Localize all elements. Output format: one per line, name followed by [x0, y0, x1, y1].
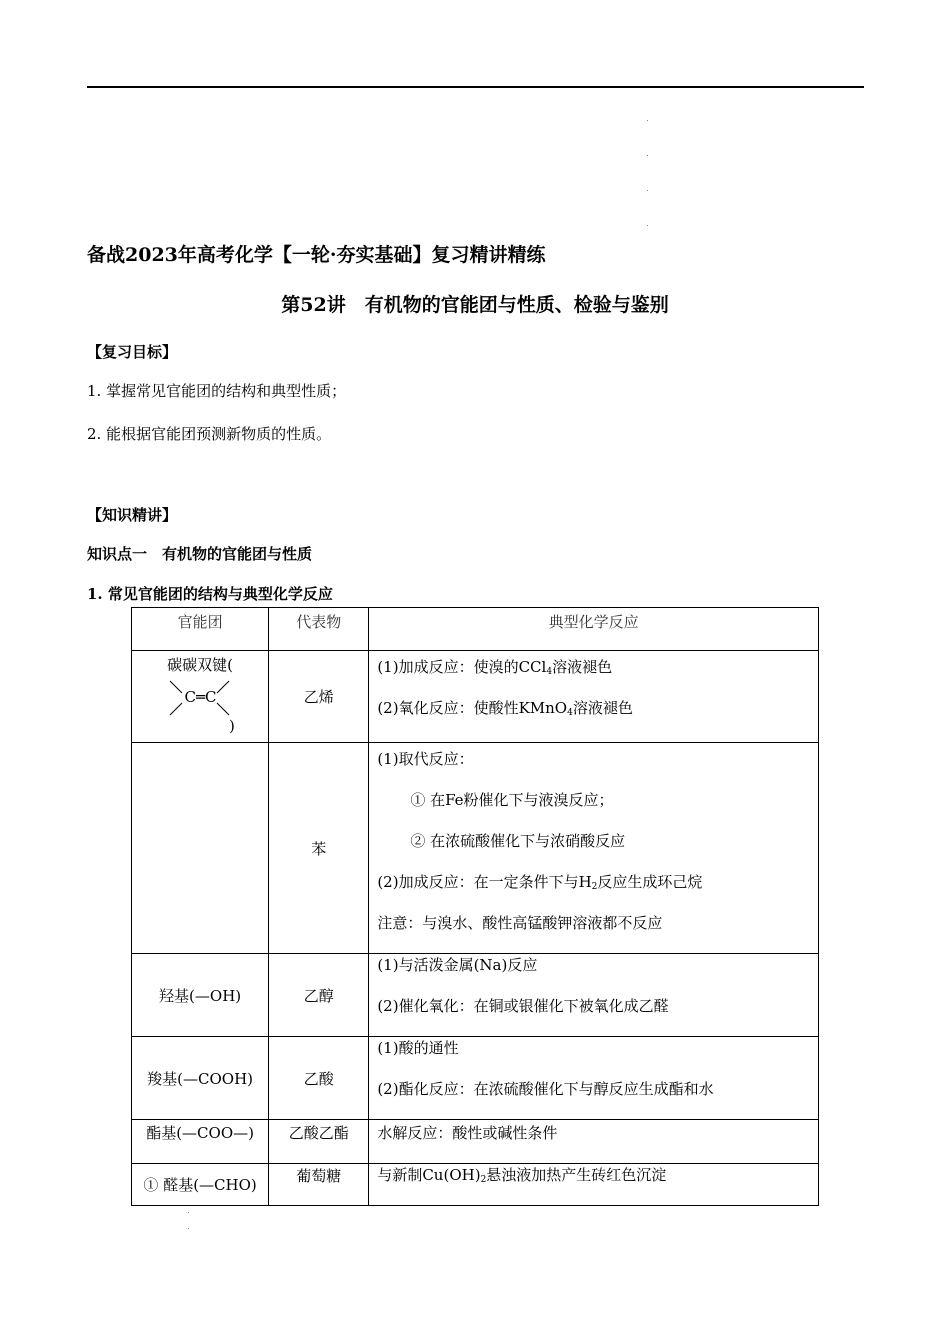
- reaction-line: (2)酯化反应：在浓硫酸催化下与醇反应生成酯和水: [377, 1080, 714, 1098]
- column-header: 典型化学反应: [369, 608, 819, 651]
- goals-heading: 【复习目标】: [87, 343, 178, 361]
- representative-cell: 乙烯: [269, 651, 369, 743]
- reaction-line: (1)与活泼金属(Na)反应: [377, 956, 538, 974]
- group-label-close: ): [229, 717, 235, 735]
- reaction-cell: [369, 1164, 819, 1206]
- table-row: [132, 954, 819, 1037]
- reaction-line: (1)加成反应：使溴的CCl$_4$溶液褪色: [377, 658, 613, 677]
- reaction-line: (2)氧化反应：使酸性KMnO$_4$溶液褪色: [377, 699, 633, 718]
- subsection-title: 1. 常见官能团的结构与典型化学反应: [87, 585, 333, 603]
- group-cell: ① 醛基(—CHO): [132, 1164, 269, 1206]
- reaction-cell: [369, 1120, 819, 1164]
- reaction-cell: [369, 743, 819, 954]
- representative-cell: 葡萄糖: [269, 1164, 369, 1206]
- representative-cell: 苯: [269, 743, 369, 954]
- double-bond-structure: [132, 673, 269, 743]
- group-cell: 羟基(—OH): [132, 954, 269, 1037]
- column-header: 代表物: [269, 608, 369, 651]
- reaction-line: 注意：与溴水、酸性高锰酸钾溶液都不反应: [377, 914, 663, 932]
- double-bond-formula: C═C: [184, 688, 217, 706]
- document-title: 备战2023年高考化学【一轮·夯实基础】复习精讲精练: [87, 244, 546, 266]
- group-label: 碳碳双键(: [167, 656, 234, 674]
- representative-cell: 乙酸: [269, 1037, 369, 1120]
- reaction-line: (2)催化氧化：在铜或银催化下被氧化成乙醛: [377, 997, 669, 1015]
- functional-group-table: [131, 607, 819, 1206]
- margin-dot: [647, 155, 648, 156]
- group-cell: [132, 743, 269, 954]
- knowledge-heading: 【知识精讲】: [87, 506, 178, 524]
- column-header: 官能团: [132, 608, 269, 651]
- reaction-cell: [369, 651, 819, 743]
- table-header-row: [132, 608, 819, 651]
- group-cell: 酯基(—COO—): [132, 1120, 269, 1164]
- table-row: [132, 1164, 819, 1206]
- reaction-line: (1)取代反应：: [377, 750, 474, 768]
- table-row: [132, 651, 819, 743]
- reaction-line: 水解反应：酸性或碱性条件: [377, 1124, 558, 1142]
- table-row: [132, 1037, 819, 1120]
- reaction-line: ① 在Fe粉催化下与液溴反应；: [410, 791, 614, 809]
- margin-dot: [188, 1212, 189, 1213]
- reaction-cell: [369, 1037, 819, 1120]
- group-cell: 羧基(—COOH): [132, 1037, 269, 1120]
- group-cell: [132, 651, 269, 743]
- representative-cell: 乙醇: [269, 954, 369, 1037]
- table-row: [132, 743, 819, 954]
- table-row: [132, 1120, 819, 1164]
- margin-dot: [647, 225, 648, 226]
- goal-item: 2. 能根据官能团预测新物质的性质。: [87, 425, 332, 443]
- goal-item: 1. 掌握常见官能团的结构和典型性质；: [87, 382, 347, 400]
- reaction-line: (2)加成反应：在一定条件下与$H_2$反应生成环己烷: [377, 873, 703, 892]
- margin-dot: [188, 1228, 189, 1229]
- reaction-line: (1)酸的通性: [377, 1039, 459, 1057]
- knowledge-point-title: 知识点一 有机物的官能团与性质: [87, 545, 313, 563]
- representative-cell: 乙酸乙酯: [269, 1120, 369, 1164]
- margin-dot: [647, 120, 648, 121]
- header-rule: [87, 86, 864, 88]
- reaction-cell: [369, 954, 819, 1037]
- reaction-line: ② 在浓硫酸催化下与浓硝酸反应: [410, 832, 626, 850]
- reaction-line: 与新制$Cu(OH)_2$悬浊液加热产生砖红色沉淀: [377, 1166, 667, 1185]
- margin-dot: [647, 190, 648, 191]
- lecture-title: 第52讲 有机物的官能团与性质、检验与鉴别: [281, 294, 669, 316]
